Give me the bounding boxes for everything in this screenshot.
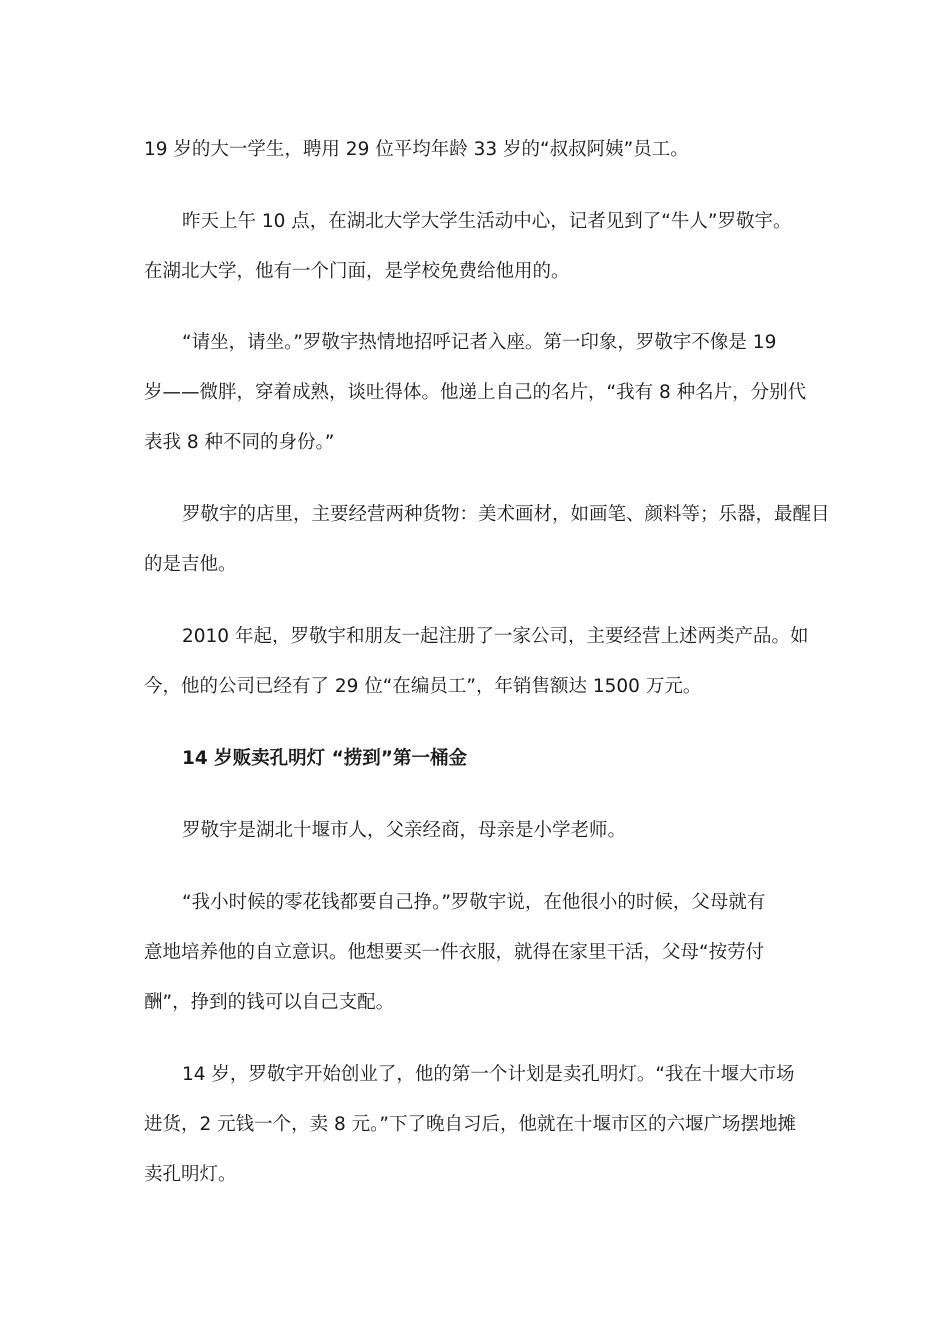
paragraph-5 <box>144 612 810 712</box>
paragraph-2 <box>144 197 810 297</box>
text-line: “请坐，请坐。”罗敬宇热情地招呼记者入座。第一印象，罗敬宇不像是 19 <box>182 332 777 353</box>
text-line: 酬”，挣到的钱可以自己支配。 <box>144 992 395 1013</box>
text-line: 意地培养他的自立意识。他想要买一件衣服，就得在家里干活，父母“按劳付 <box>144 942 765 963</box>
text-line: 在湖北大学，他有一个门面，是学校免费给他用的。 <box>144 261 570 282</box>
text-line: 表我 8 种不同的身份。” <box>144 432 335 453</box>
heading-text: 14 岁贩卖孔明灯 “捞到”第一桶金 <box>182 748 467 769</box>
paragraph-6 <box>144 806 810 856</box>
paragraph-8 <box>144 1050 810 1200</box>
text-line: 2010 年起，罗敬宇和朋友一起注册了一家公司，主要经营上述两类产品。如 <box>182 626 809 647</box>
text-line: 19 岁的大一学生，聘用 29 位平均年龄 33 岁的“叔叔阿姨”员工。 <box>144 139 689 160</box>
text-line: 的是吉他。 <box>144 554 237 575</box>
text-line: 14 岁，罗敬宇开始创业了，他的第一个计划是卖孔明灯。“我在十堰大市场 <box>182 1064 795 1085</box>
text-line: 罗敬宇是湖北十堰市人，父亲经商，母亲是小学老师。 <box>182 820 627 841</box>
text-line: “我小时候的零花钱都要自己挣。”罗敬宇说，在他很小的时候，父母就有 <box>182 892 766 913</box>
text-line: 卖孔明灯。 <box>144 1164 237 1185</box>
section-heading <box>144 734 810 784</box>
text-line: 岁——微胖，穿着成熟，谈吐得体。他递上自己的名片，“我有 8 种名片，分别代 <box>144 382 807 403</box>
paragraph-3 <box>144 318 810 468</box>
text-line: 昨天上午 10 点，在湖北大学大学生活动中心，记者见到了“牛人”罗敬宇。 <box>182 211 792 232</box>
text-line: 罗敬宇的店里，主要经营两种货物：美术画材，如画笔、颜料等；乐器，最醒目 <box>182 504 830 525</box>
paragraph-7 <box>144 878 810 1028</box>
paragraph-4 <box>144 490 830 590</box>
text-line: 进货，2 元钱一个，卖 8 元。”下了晚自习后，他就在十堰市区的六堰广场摆地摊 <box>144 1114 797 1135</box>
text-line: 今，他的公司已经有了 29 位“在编员工”，年销售额达 1500 万元。 <box>144 676 702 697</box>
paragraph-1 <box>144 125 810 175</box>
